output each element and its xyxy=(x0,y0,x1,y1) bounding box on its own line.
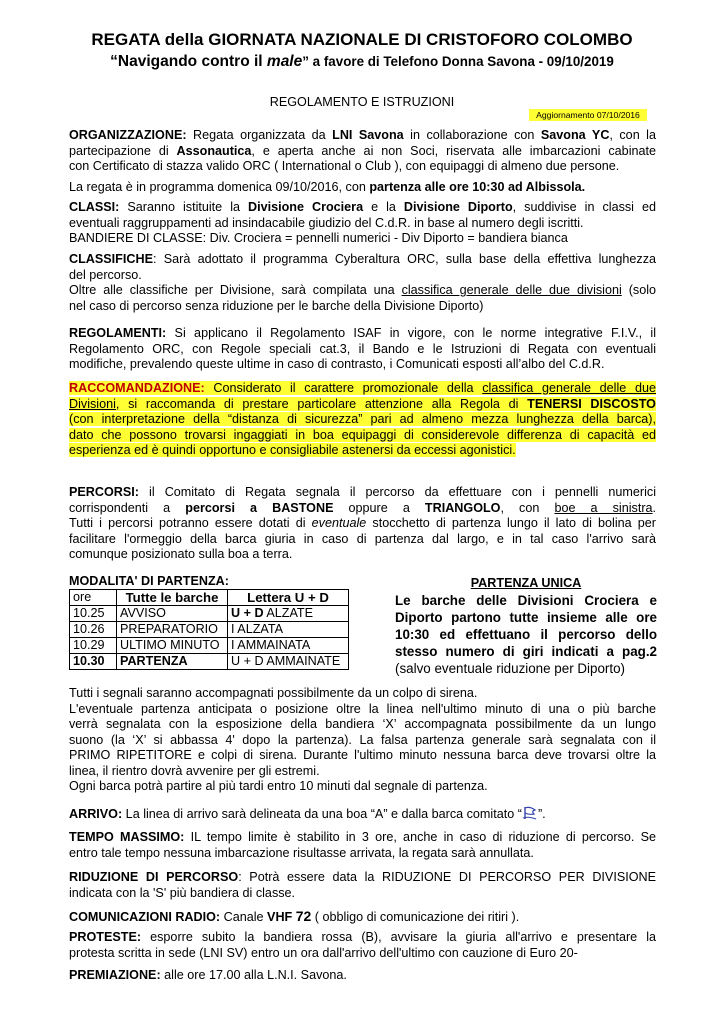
text-span: Divisione Crociera xyxy=(248,200,364,214)
text-span: ”. xyxy=(537,807,546,821)
text-span: Saranno istituite la xyxy=(119,200,248,214)
tempo-massimo-paragraph xyxy=(69,830,656,861)
text-line: entro tale tempo nessuna imbarcazione risultasse arrivata, la regata sarà annullata. xyxy=(69,845,534,860)
text-line: PRIMO RIPETITORE e colpi di sirena. Durante l'ultimo minuto nessuna barca deve trovarsi oltre la xyxy=(69,748,656,762)
update-note: Aggiornamento 07/10/2016 xyxy=(529,109,647,121)
text-span: il Comitato di Regata segnala il percorso da effettuare con i pennelli numerici xyxy=(138,485,656,499)
text-span: : Potrà essere data la RIDUZIONE DI PERCORSO PER DIVISIONE xyxy=(238,870,657,884)
text-span: Regata organizzata da xyxy=(186,128,333,142)
classi-paragraph xyxy=(69,200,656,247)
text-span: TENERSI DISCOSTO xyxy=(527,396,656,411)
cell-segnale: AVVISO xyxy=(117,606,228,622)
text-span: (solo xyxy=(621,283,656,297)
regolamenti-label: REGOLAMENTI: xyxy=(69,326,167,340)
cell-ore: 10.26 xyxy=(70,622,117,638)
radio-label: COMUNICAZIONI RADIO: xyxy=(69,910,221,924)
text-span: partecipazione di xyxy=(69,143,177,158)
text-span: Savona YC xyxy=(540,128,610,142)
text-span: in collaborazione con xyxy=(403,128,541,142)
document-title: REGATA della GIORNATA NAZIONALE DI CRISTOFORO COLOMBO xyxy=(91,30,633,49)
text-span: Assonautica xyxy=(176,143,252,158)
cell-lettera xyxy=(228,606,349,622)
header-cell: Lettera U + D xyxy=(228,590,349,606)
text-span: (con interpretazione della “distanza di sicurezza” pari ad almeno mezza lunghezza della barca), xyxy=(69,412,656,426)
text-span: MODALITA' DI PARTENZA: xyxy=(69,574,229,588)
text-line: del percorso. xyxy=(69,267,142,282)
text-span: Divisioni xyxy=(69,396,116,411)
text-line: Ogni barca potrà partire al più tardi entro 10 minuti dal segnale di partenza. xyxy=(69,779,488,793)
text-span: : Sarà adottato il programma Cyberaltura ORC, sulla base della effettiva lunghezza xyxy=(152,252,656,266)
tempo-label: TEMPO MASSIMO: xyxy=(69,830,185,844)
percorsi-paragraph xyxy=(69,485,656,563)
cell-lettera: I AMMAINATA xyxy=(228,638,349,654)
text-span: boe a sinistra xyxy=(554,500,653,515)
text-span: esporre subito la bandiera rossa (B), avvisare la giuria all'arrivo e presentare la xyxy=(141,930,656,944)
text-span: oppure a xyxy=(333,500,425,515)
cell-segnale: PREPARATORIO xyxy=(117,622,228,638)
premiazione-label: PREMIAZIONE: xyxy=(69,968,161,982)
premiazione-paragraph xyxy=(69,968,656,984)
text-span: alle ore 17.00 alla L.N.I. Savona. xyxy=(160,968,347,982)
text-line: Tutti i segnali saranno accompagnati possibilmente da un colpo di sirena. xyxy=(69,686,478,700)
regolamenti-paragraph xyxy=(69,326,656,373)
text-span: IL tempo limite è stabilito in 3 ore, anche in caso di riduzione di percorso. Se xyxy=(184,830,656,844)
text-span: corrispondenti a xyxy=(69,500,186,515)
text-span: esperienza ed è quindi opportuno e consigliabile astenersi da eccessi agonistici. xyxy=(69,443,516,457)
text-span: classifica generale delle due xyxy=(482,381,656,395)
text-line: Le barche delle Divisioni Crociera e xyxy=(395,593,657,608)
table-row xyxy=(70,622,349,638)
partenza-unica-block xyxy=(395,575,657,677)
document-subtitle xyxy=(0,53,724,71)
table-row xyxy=(70,606,349,622)
text-span: U + D xyxy=(231,606,264,620)
text-span: VHF xyxy=(267,910,296,924)
text-span: , si raccomanda di prestare particolare attenzione alla Regola di xyxy=(115,396,528,411)
classifiche-paragraph xyxy=(69,252,656,314)
classi-label: CLASSI: xyxy=(69,200,120,214)
text-span: Tutti i percorsi potranno essere dotati di xyxy=(69,516,312,530)
raccomandazione-label: RACCOMANDAZIONE: xyxy=(69,381,205,395)
cell-ore: 10.30 xyxy=(70,654,117,670)
text-span: , e aperta anche ai non Soci, riservata alle imbarcazioni cabinate xyxy=(251,143,656,158)
text-span: stocchetto di partenza lungo il lato di bolina per xyxy=(366,516,656,530)
text-line: (salvo eventuale riduzione per Diporto) xyxy=(395,661,625,676)
text-line: protesta scritta in sede (LNI SV) entro un ora dall'arrivo dell'ultimo con cauzione di Euro 20- xyxy=(69,945,578,960)
text-span: classifica generale delle due divisioni xyxy=(401,283,622,297)
subtitle-part-c: a favore di Telefono Donna Savona - 09/10/2019 xyxy=(308,54,614,69)
cell-segnale: ULTIMO MINUTO xyxy=(117,638,228,654)
text-span: partenza alle ore 10:30 ad Albissola. xyxy=(369,180,586,194)
text-span: e la xyxy=(363,200,404,214)
text-line: stesso numero di giri indicati a pag.2 xyxy=(395,644,657,659)
text-span: , con xyxy=(500,500,555,515)
table-header-row xyxy=(70,590,349,606)
text-line: verrà segnalata con la esposizione della bandiera ‘X’ accompagnata possibilmente da un lungo xyxy=(69,717,656,731)
text-span: Oltre alle classifiche per Divisione, sarà compilata una xyxy=(69,283,402,297)
arrivo-paragraph xyxy=(69,806,656,823)
subtitle-part-b: male xyxy=(266,53,303,70)
cell-lettera: I ALZATA xyxy=(228,622,349,638)
text-span: percorsi a BASTONE xyxy=(185,500,334,515)
text-span: dato che possono trovarsi ingaggiati in boa equipaggi di considerevole differenza di capacità ed xyxy=(69,427,656,442)
text-span: Divisione Diporto xyxy=(403,200,513,214)
cell-ore: 10.29 xyxy=(70,638,117,654)
subtitle-part-a: Navigando contro il xyxy=(117,53,267,70)
text-line: comunque posizionato sulla boa a terra. xyxy=(69,547,293,561)
text-line: facilitare l'ormeggio della barca giuria in caso di partenza dal largo, e in tal caso l'arrivo sarà xyxy=(69,531,656,546)
text-span: , suddivise in classi ed xyxy=(512,200,656,214)
text-line: L'eventuale partenza anticipata o posizione oltre la linea nell'ultimo minuto di una o più barche xyxy=(69,701,656,716)
riduzione-label: RIDUZIONE DI PERCORSO xyxy=(69,870,239,884)
radio-paragraph xyxy=(69,909,656,926)
text-line: suono (la ‘X’ si abbassa 4' dopo la partenza). La falsa partenza generale sarà segnalata con il xyxy=(69,732,656,747)
table-row xyxy=(70,654,349,670)
text-line: nel caso di percorso senza riduzione per le barche della Divisione Diporto) xyxy=(69,298,484,313)
text-line: Regolamento ORC, con Regole speciali cat.3, il Bando e le Istruzioni di Regata con eventuali xyxy=(69,341,656,356)
committee-flag-icon xyxy=(522,806,538,820)
header-cell: Tutte le barche xyxy=(117,590,228,606)
header-cell: ore xyxy=(70,590,117,606)
text-line: modifiche, prevalendo queste ultime in caso di contrasto, i Comunicati esposti all’albo del C.d.R. xyxy=(69,357,605,371)
modalita-label xyxy=(69,574,349,590)
text-span: TRIANGOLO xyxy=(424,500,501,515)
text-span: , con la xyxy=(609,128,656,142)
classifiche-label: CLASSIFICHE xyxy=(69,252,153,266)
text-line: con Certificato di stazza valido ORC ( International o Club ), con equipaggi di almeno due persone. xyxy=(69,159,620,173)
text-span: ( obbligo di comunicazione dei ritiri ). xyxy=(311,910,520,924)
text-span: Si applicano il Regolamento ISAF in vigore, con le norme integrative F.I.V., il xyxy=(166,326,656,340)
text-span: LNI Savona xyxy=(332,128,404,142)
table-row xyxy=(70,638,349,654)
subtitle-quote-close: ” xyxy=(302,54,309,69)
segnali-paragraph xyxy=(69,686,656,795)
partenza-unica-label: PARTENZA UNICA xyxy=(470,576,582,590)
text-line: linea, il rientro dovrà avvenire per gli estremi. xyxy=(69,763,320,778)
text-line: indicata con la 'S' più bandiera di classe. xyxy=(69,885,296,900)
text-line: BANDIERE DI CLASSE: Div. Crociera = pennelli numerici - Div Diporto = bandiera bianca xyxy=(69,231,568,245)
text-span: ALZATE xyxy=(263,606,314,620)
text-line: Diporto partono tutte insieme alle ore xyxy=(395,610,657,625)
riduzione-paragraph xyxy=(69,870,656,901)
cell-lettera: U + D AMMAINATE xyxy=(228,654,349,670)
subtitle-quote-open: “ xyxy=(110,53,118,70)
text-span: La linea di arrivo sarà delineata da una boa “A” e dalla barca comitato “ xyxy=(122,807,522,821)
raccomandazione-paragraph xyxy=(69,381,656,459)
section-title: REGOLAMENTO E ISTRUZIONI xyxy=(269,95,455,109)
programma-paragraph xyxy=(69,180,656,196)
text-line: eventuali raggruppamenti ad insindacabile giudizio del C.d.R. in base al numero degli iscritti. xyxy=(69,215,584,230)
text-span: La regata è in programma domenica 09/10/2016, con xyxy=(69,180,370,194)
text-span: Canale xyxy=(220,910,268,924)
text-span: . xyxy=(652,500,657,515)
text-span: eventuale xyxy=(311,516,367,530)
start-signals-table xyxy=(69,589,349,670)
text-span: 72 xyxy=(295,908,312,924)
percorsi-label: PERCORSI: xyxy=(69,485,139,499)
organizzazione-paragraph xyxy=(69,128,656,175)
organizzazione-label: ORGANIZZAZIONE: xyxy=(69,128,187,142)
arrivo-label: ARRIVO: xyxy=(69,807,123,821)
proteste-label: PROTESTE: xyxy=(69,930,142,944)
text-line: 10:30 ed effettuano il percorso dello xyxy=(395,627,657,642)
cell-segnale: PARTENZA xyxy=(117,654,228,670)
cell-ore: 10.25 xyxy=(70,606,117,622)
proteste-paragraph xyxy=(69,930,656,961)
text-span: Considerato il carattere promozionale della xyxy=(204,381,483,395)
